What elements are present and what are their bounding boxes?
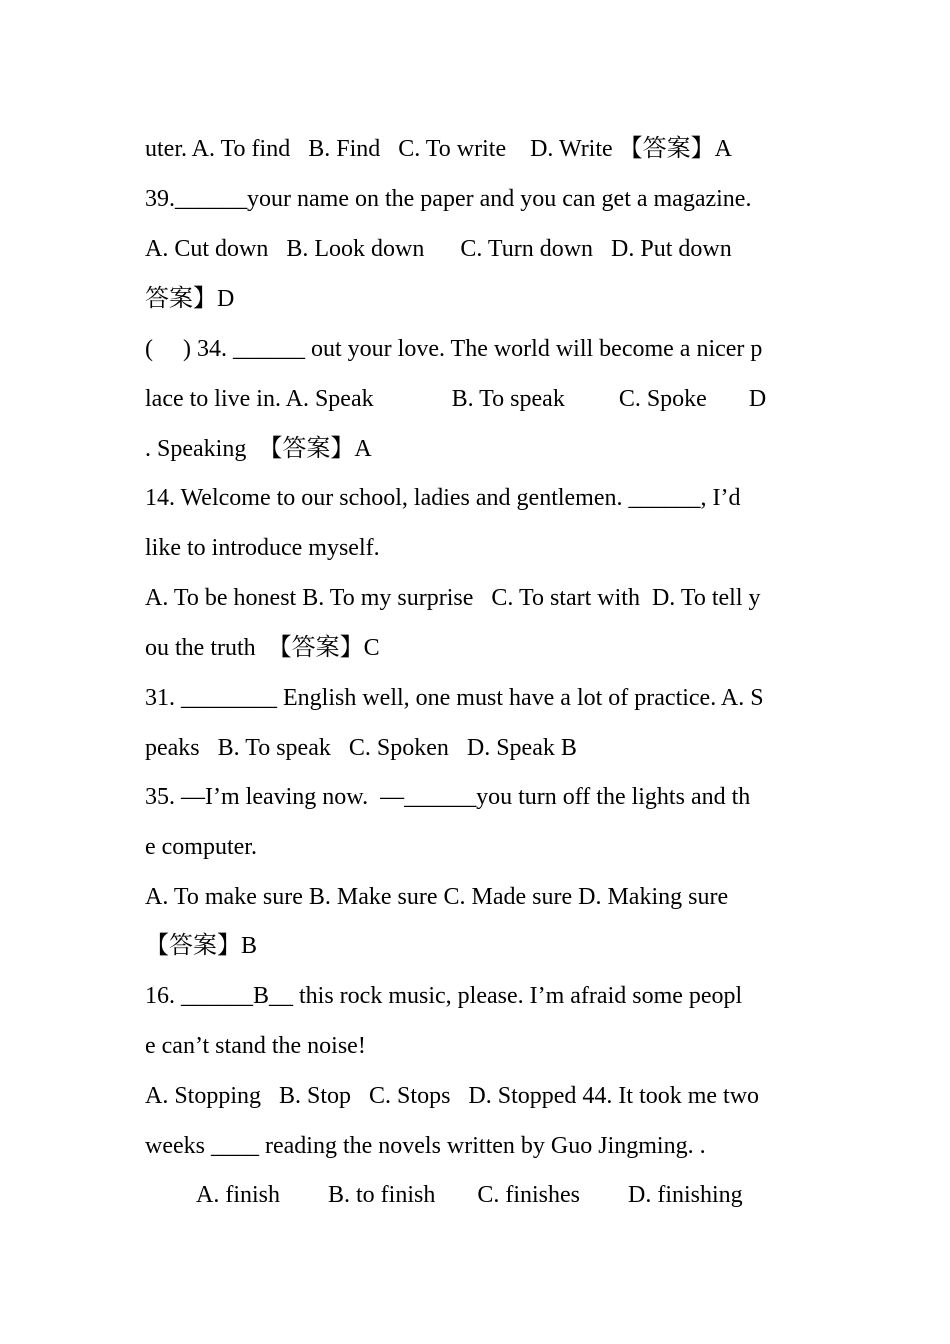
text-line: peaks B. To speak C. Spoken D. Speak B <box>145 735 577 761</box>
text-line: 31. ________ English well, one must have a lot of practice. A. S <box>145 685 764 711</box>
text-line: A. To be honest B. To my surprise C. To start with D. To tell y <box>145 585 761 611</box>
text-line: 35. —I’m leaving now. —______you turn off the lights and th <box>145 784 751 810</box>
text-line: 答案】D <box>145 286 235 312</box>
text-line: e can’t stand the noise! <box>145 1033 366 1059</box>
text-line: 14. Welcome to our school, ladies and gentlemen. ______, I’d <box>145 485 741 511</box>
text-line: weeks ____ reading the novels written by Guo Jingming. . <box>145 1133 706 1159</box>
text-line: . Speaking 【答案】A <box>145 436 372 462</box>
text-line: ou the truth 【答案】C <box>145 635 380 661</box>
text-line: 16. ______B__ this rock music, please. I’m afraid some peopl <box>145 983 743 1009</box>
text-line: A. To make sure B. Make sure C. Made sure D. Making sure <box>145 884 729 910</box>
text-line: A. finish B. to finish C. finishes D. finishing <box>196 1182 743 1208</box>
text-line: ( ) 34. ______ out your love. The world will become a nicer p <box>145 336 763 362</box>
text-line: 39.______your name on the paper and you can get a magazine. <box>145 186 752 212</box>
text-line: A. Cut down B. Look down C. Turn down D. Put down <box>145 236 732 262</box>
text-line: uter. A. To find B. Find C. To write D. Write 【答案】A <box>145 136 733 162</box>
text-line: e computer. <box>145 834 257 860</box>
text-line: A. Stopping B. Stop C. Stops D. Stopped 44. It took me two <box>145 1083 760 1109</box>
text-line: lace to live in. A. Speak B. To speak C. Spoke D <box>145 386 767 412</box>
text-line: like to introduce myself. <box>145 535 380 561</box>
text-line: 【答案】B <box>145 933 258 959</box>
